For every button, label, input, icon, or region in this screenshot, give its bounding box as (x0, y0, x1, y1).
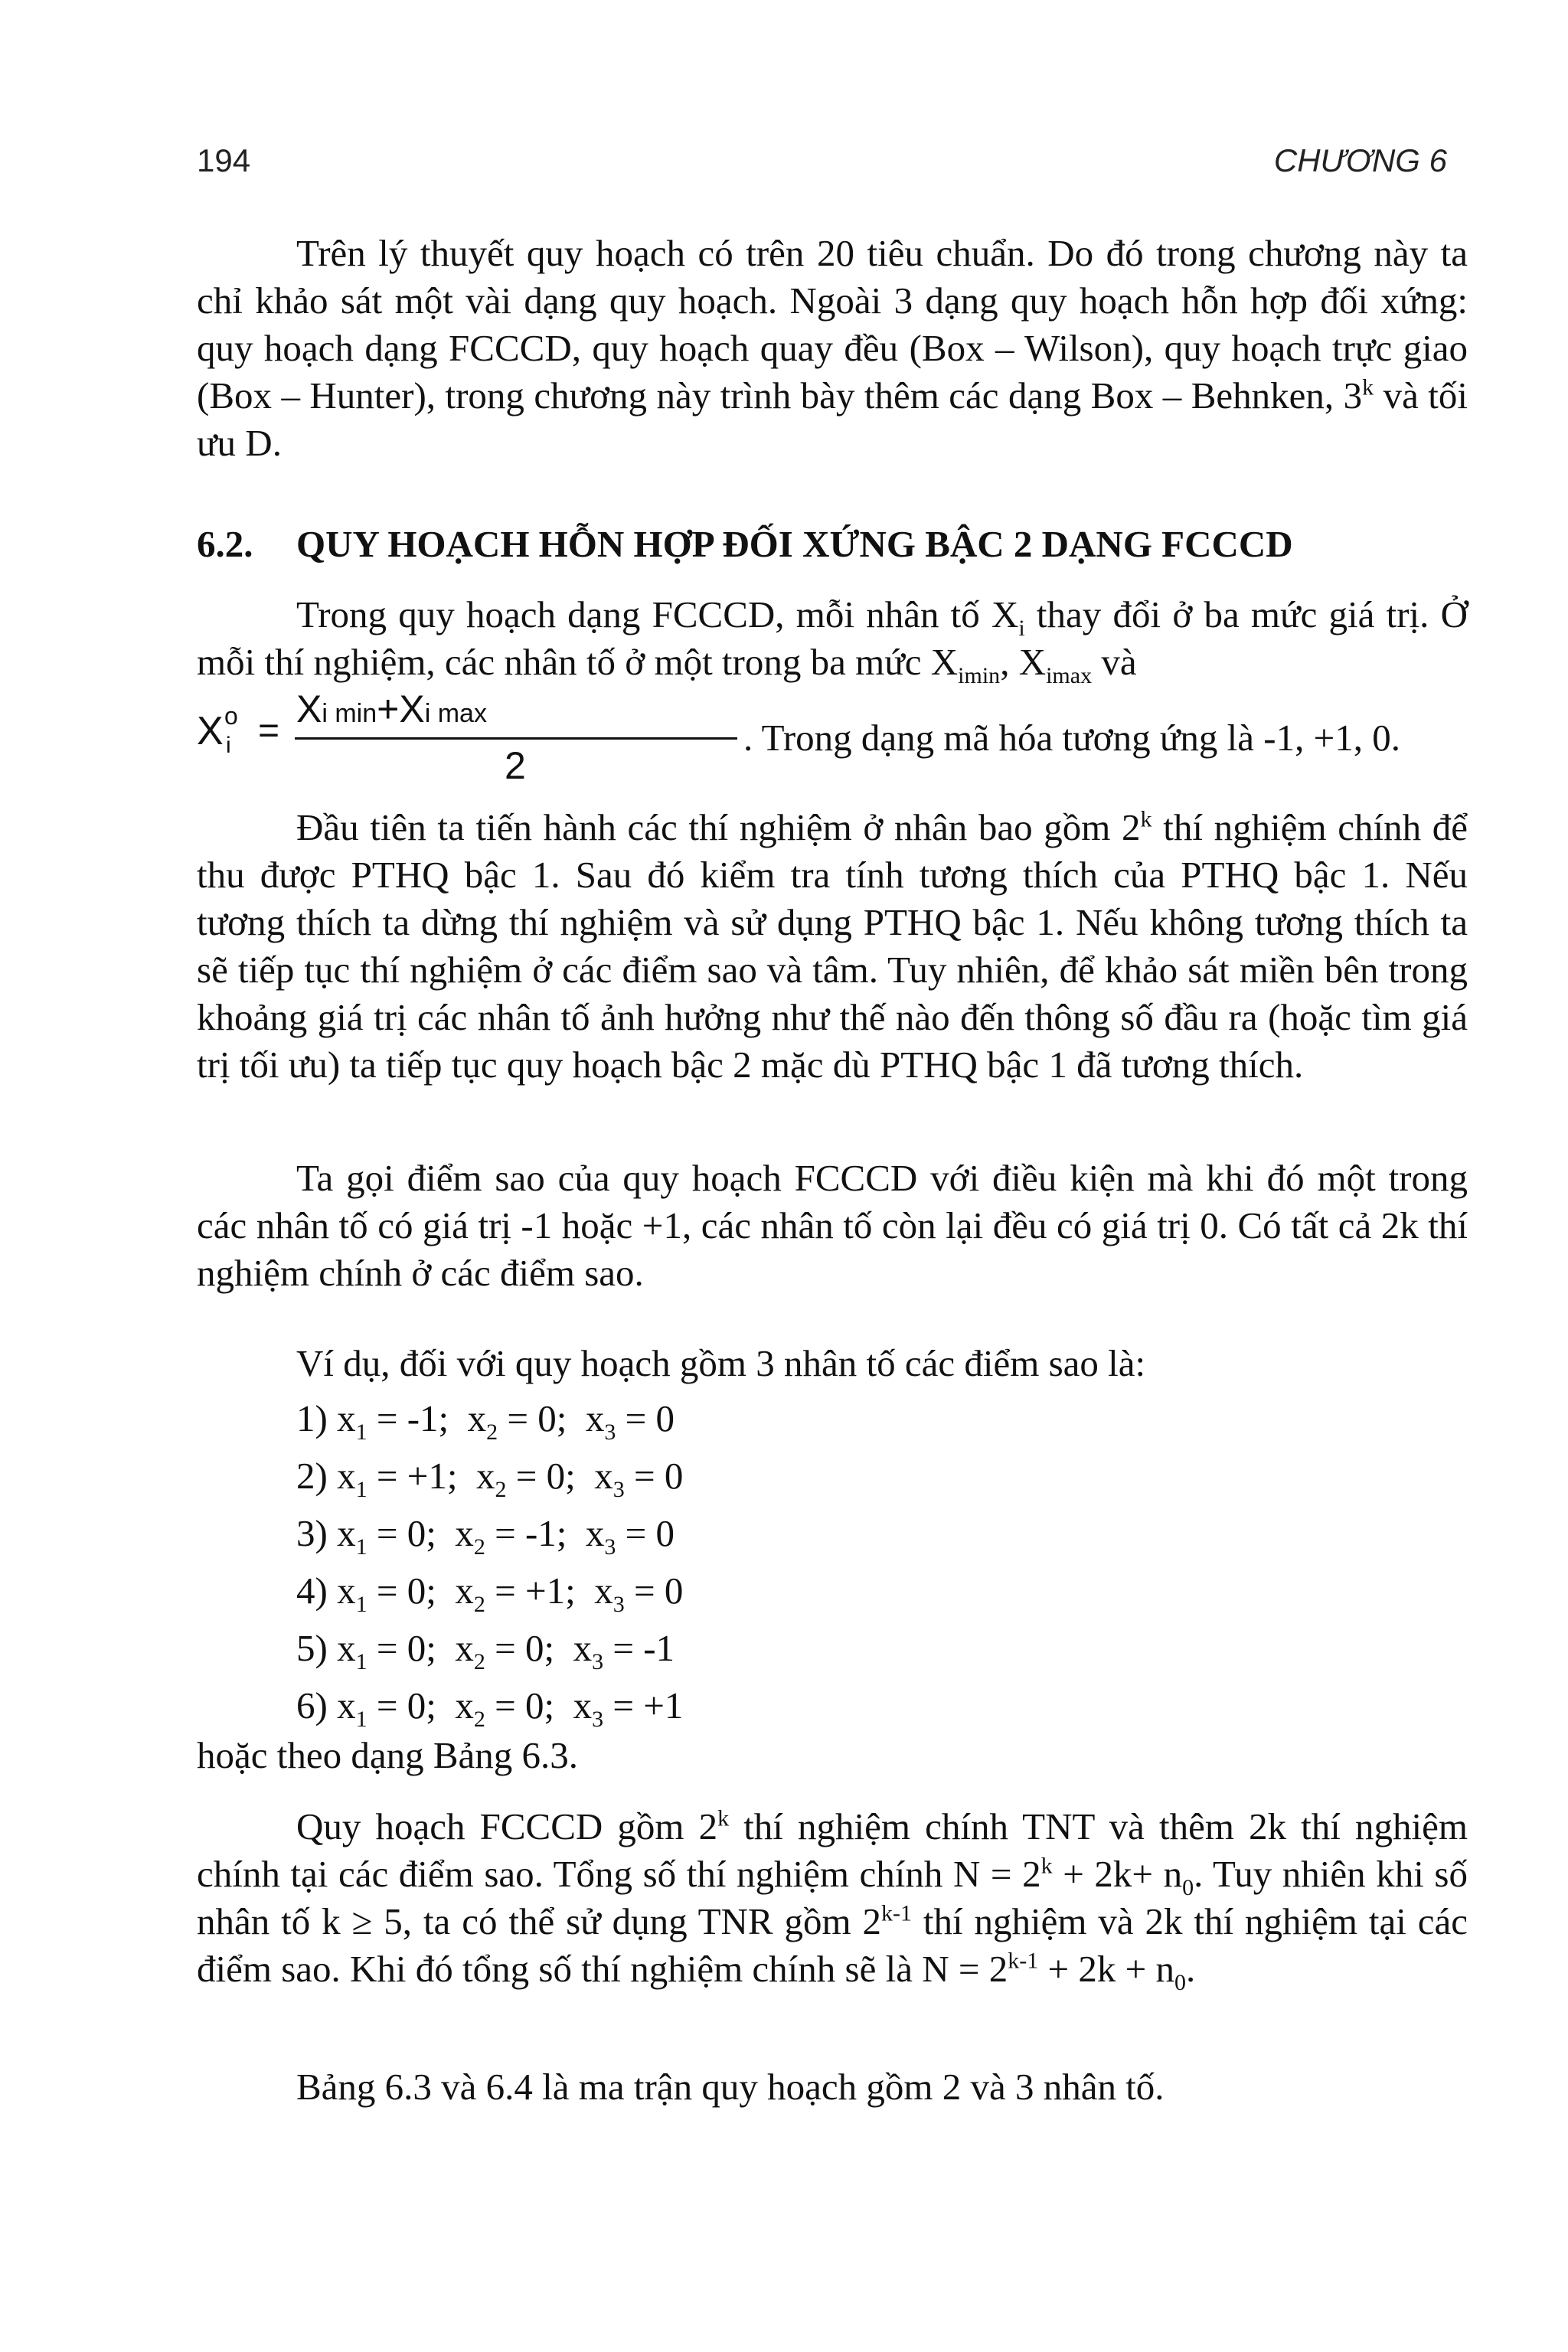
list-item: 3) $x_1 = 0$; $x_2 = -1$; $x_3 = 0$ (296, 1512, 675, 1560)
paragraph-tables-intro: Bảng 6.3 và 6.4 là ma trận quy hoạch gồm 2 và 3 nhân tố. (296, 2066, 1165, 2108)
paragraph-first-order: Đầu tiên ta tiến hành các thí nghiệm ở nhân bao gồm 2$^k$ thí nghiệm chính để thu được PTHQ bậc 1. Sau đó kiểm tra tính tương thích của PTHQ bậc 1. Nếu tương thích ta dừng thí nghiệm và sử dụng PTHQ bậc 1. Nếu không tương thích ta sẽ tiếp tục thí nghiệm ở các điểm sao và tâm. Tuy nhiên, để khảo sát miền bên trong khoảng giá trị các nhân tố ảnh hưởng như thế nào đến thông số đầu ra (hoặc tìm giá trị tối ưu) ta tiếp tục quy hoạch bậc 2 mặc dù PTHQ bậc 1 đã tương thích. (197, 806, 1468, 1086)
list-item: 2) $x_1 = +1$; $x_2 = 0$; $x_3 = 0$ (296, 1455, 684, 1502)
formula-denominator: 2 (505, 744, 526, 787)
paragraph-factor-levels: Trong quy hoạch dạng FCCCD, mỗi nhân tố $X_i$ thay đổi ở ba mức giá trị. Ở mỗi thí nghiệm, các nhân tố ở một trong ba mức $X_{imin}$, $X_{imax}$ và (197, 593, 1468, 688)
list-item: 1) $x_1 = -1$; $x_2 = 0$; $x_3 = 0$ (296, 1397, 675, 1445)
section-title: QUY HOẠCH HỖN HỢP ĐỐI XỨNG BẬC 2 DẠNG FCCCD (296, 523, 1293, 565)
page-number: 194 (197, 142, 251, 178)
formula-lhs: X o i (197, 702, 238, 758)
paragraph-table-ref: hoặc theo dạng Bảng 6.3. (197, 1734, 579, 1776)
list-item: 4) $x_1 = 0$; $x_2 = +1$; $x_3 = 0$ (296, 1570, 684, 1617)
center-level-formula (197, 688, 1498, 792)
paragraph-fcccd-count: Quy hoạch FCCCD gồm 2$^k$ thí nghiệm chính TNT và thêm 2k thí nghiệm chính tại các điểm sao. Tổng số thí nghiệm chính $N = 2^k + 2k+ n_0$. Tuy nhiên khi số nhân tố k ≥ 5, ta có thể sử dụng TNR gồm 2$^{k-1}$ thí nghiệm và 2k thí nghiệm tại các điểm sao. Khi đó tổng số thí nghiệm chính sẽ là $N = 2^{k-1} + 2k + n_0$. (197, 1805, 1468, 1995)
section-heading (197, 521, 1498, 568)
formula-numerator: Xi min+Xi max (296, 688, 487, 730)
paragraph-star-points: Ta gọi điểm sao của quy hoạch FCCCD với điều kiện mà khi đó một trong các nhân tố có giá trị -1 hoặc +1, các nhân tố còn lại đều có giá trị 0. Có tất cả 2k thí nghiệm chính ở các điểm sao. (197, 1157, 1468, 1294)
paragraph-example: Ví dụ, đối với quy hoạch gồm 3 nhân tố các điểm sao là: (296, 1342, 1146, 1384)
intro-paragraph: Trên lý thuyết quy hoạch có trên 20 tiêu chuẩn. Do đó trong chương này ta chỉ khảo sát một vài dạng quy hoạch. Ngoài 3 dạng quy hoạch hỗn hợp đối xứng: quy hoạch dạng FCCCD, quy hoạch quay đều (Box – Wilson), quy hoạch trực giao (Box – Hunter), trong chương này trình bày thêm các dạng Box – Behnken, 3$^k$ và tối ưu D. (197, 232, 1468, 464)
section-number: 6.2. (197, 523, 253, 565)
list-item: 5) $x_1 = 0$; $x_2 = 0$; $x_3 = -1$ (296, 1627, 675, 1674)
chapter-header: CHƯƠNG 6 (1273, 142, 1447, 178)
formula-trailing-text: . Trong dạng mã hóa tương ứng là -1, +1, 0. (743, 717, 1400, 759)
list-item: 6) $x_1 = 0$; $x_2 = 0$; $x_3 = +1$ (296, 1684, 684, 1732)
formula-equals: = (258, 710, 280, 751)
fraction-bar (295, 737, 737, 740)
star-points-list (296, 1390, 683, 1734)
